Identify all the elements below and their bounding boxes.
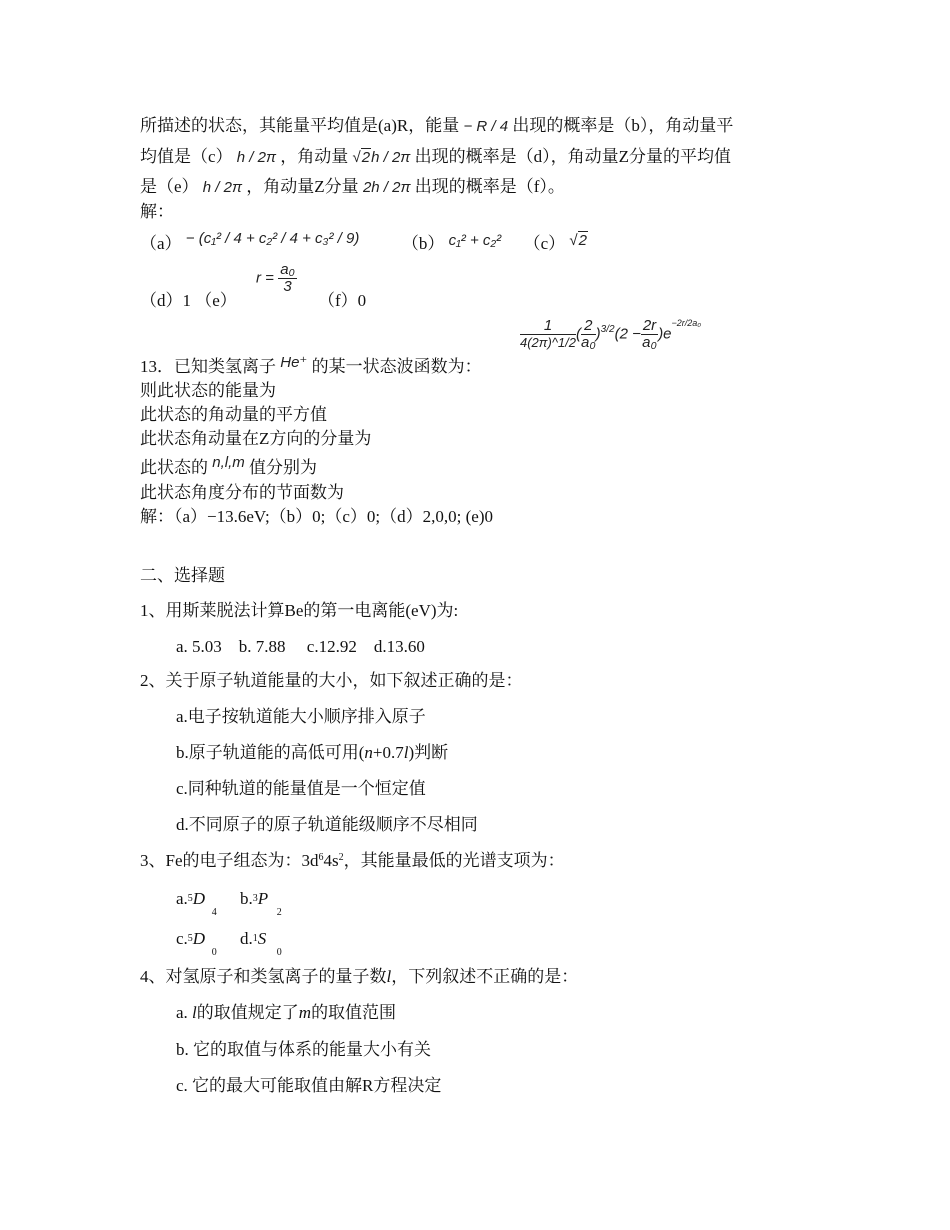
L-letter: P: [257, 889, 269, 908]
text: 3、Fe的电子组态为：3d: [140, 851, 319, 870]
var-l: l: [192, 1003, 197, 1022]
var-n: n: [364, 743, 373, 762]
text: 值分别为: [249, 458, 318, 477]
q2-option-d: d.不同原子的原子轨道能级顺序不尽相同: [176, 815, 478, 834]
math-sqrt2-h: √2h / 2π: [352, 149, 411, 166]
sqrt-arg: 2: [361, 149, 371, 166]
q3-options-row-2: [176, 928, 301, 958]
text: 的取值规定了: [196, 1003, 299, 1022]
sqrt-arg: 2: [578, 232, 587, 249]
math-h-over-2pi: h / 2π: [202, 179, 243, 196]
text: (2 −: [614, 325, 641, 343]
text: 13．已知类氢离子: [140, 357, 276, 376]
option-label: c.: [176, 929, 188, 948]
text: 是（e）: [140, 177, 199, 196]
q13-line-3: 此状态角动量在Z方向的分量为: [140, 429, 372, 448]
math-h-over-2pi: h / 2π: [236, 149, 277, 166]
fraction: [581, 318, 596, 351]
text: 出现的概率是（d），角动量Z分量的平均值: [414, 147, 732, 166]
q13-line-2: 此状态的角动量的平方值: [140, 405, 327, 424]
term-symbol: [252, 928, 301, 958]
text: （a）: [140, 234, 182, 253]
den: 4(2π)^1/2: [520, 335, 576, 350]
q13-stem: [140, 356, 482, 379]
q13-line-1: 则此状态的能量为: [140, 381, 276, 400]
math-answer-c: √2: [569, 232, 587, 249]
text: 出现的概率是（b），角动量平: [512, 116, 734, 135]
multiplicity: 5: [187, 893, 193, 904]
q12-answers-def: [140, 290, 237, 312]
q13-solution: 解：（a）−13.6eV;（b）0;（c）0;（d）2,0,0; (e)0: [140, 507, 493, 526]
text: ，角动量: [280, 147, 349, 166]
q3-stem: [140, 850, 565, 875]
paren: (: [576, 325, 581, 343]
math-2h-over-2pi: 2h / 2π: [362, 179, 411, 196]
answer-f: （f）0: [318, 291, 367, 310]
text: 的某一状态波函数为：: [311, 357, 482, 376]
math-answer-a: − (c₁² / 4 + c₂² / 4 + c₃² / 9): [185, 230, 360, 247]
J-value: 0: [211, 947, 217, 958]
math-answer-b: c₁² + c₂²: [448, 232, 502, 249]
superscript: 6: [318, 852, 324, 863]
J-value: 0: [276, 947, 282, 958]
multiplicity: 3: [252, 893, 258, 904]
text: 4s: [323, 851, 339, 870]
text: 4、对氢原子和类氢离子的量子数: [140, 967, 387, 986]
math-ion: He⁺: [280, 354, 308, 371]
term-symbol: [187, 888, 236, 918]
multiplicity: 1: [252, 933, 258, 944]
num: 1: [520, 318, 576, 335]
q4-option-b: b. 它的取值与体系的能量大小有关: [176, 1040, 431, 1059]
math-nlm: n,l,m: [212, 454, 245, 471]
q12-line-3: [140, 176, 565, 199]
option-label: b.: [240, 889, 253, 908]
superscript: 2: [338, 852, 344, 863]
exponent: 3/2: [600, 324, 615, 336]
text: ，其能量最低的光谱支项为：: [343, 851, 565, 870]
text: 所描述的状态，其能量平均值是(a)R，能量: [140, 116, 460, 135]
q4-option-c: c. 它的最大可能取值由解R方程决定: [176, 1076, 442, 1095]
math-answer-e: [256, 262, 297, 295]
term-symbol: [252, 888, 301, 918]
q2-option-a: a.电子按轨道能大小顺序排入原子: [176, 707, 426, 726]
text: )判断: [408, 743, 449, 762]
J-value: 2: [276, 907, 282, 918]
term-symbol: [187, 928, 236, 958]
section-title: 二、选择题: [140, 566, 225, 585]
option-label: a.: [176, 889, 188, 908]
text: （b）: [401, 234, 445, 253]
text: 此状态的: [140, 458, 208, 477]
fraction: [278, 262, 297, 295]
text: ，角动量Z分量: [246, 177, 359, 196]
text: r =: [256, 269, 274, 287]
option-label: d.: [240, 929, 253, 948]
q2-stem: 2、关于原子轨道能量的大小，如下叙述正确的是：: [140, 671, 523, 690]
text: a.: [176, 1003, 193, 1022]
math-energy: − R / 4: [463, 118, 509, 135]
den: 3: [283, 278, 292, 295]
q2-option-c: c.同种轨道的能量值是一个恒定值: [176, 779, 426, 798]
text: )e: [658, 325, 672, 343]
num: 2r: [642, 317, 657, 334]
wavefunction-formula: [520, 318, 701, 351]
text: b.原子轨道能的高低可用(: [176, 743, 365, 762]
text: （e）: [195, 291, 237, 310]
L-letter: D: [192, 889, 206, 908]
q4-option-a: [176, 1002, 396, 1024]
q12-answers-abc: [140, 230, 588, 256]
q13-line-4: [140, 454, 318, 480]
var-l: l: [403, 743, 409, 762]
q1-stem: 1、用斯莱脱法计算Be的第一电离能(eV)为:: [140, 601, 459, 620]
q2-option-b: [176, 742, 448, 764]
paren: ): [595, 325, 601, 343]
J-value: 4: [211, 907, 217, 918]
den: a₀: [581, 334, 596, 351]
q12-line-2: [140, 146, 731, 169]
text: 的取值范围: [311, 1003, 397, 1022]
text: 均值是（c）: [140, 147, 233, 166]
den: a₀: [642, 334, 657, 351]
math-tail: h / 2π: [371, 149, 411, 166]
var-m: m: [298, 1003, 312, 1022]
L-letter: D: [192, 929, 206, 948]
fraction: [520, 318, 576, 351]
L-letter: S: [257, 929, 267, 948]
solution-label: 解：: [140, 202, 174, 221]
num: a₀: [280, 261, 295, 278]
q3-options-row-1: [176, 888, 301, 918]
q1-options: a. 5.03 b. 7.88 c.12.92 d.13.60: [176, 637, 425, 656]
num: 2: [581, 318, 596, 335]
text: （c）: [523, 234, 566, 253]
fraction: [641, 318, 658, 351]
q12-line-1: [140, 115, 733, 138]
var-l: l: [386, 967, 392, 986]
text: ，下列叙述不正确的是：: [391, 967, 579, 986]
multiplicity: 5: [187, 933, 193, 944]
text: （d）1: [140, 291, 191, 310]
exponent: −2r/2a₀: [671, 318, 702, 329]
q4-stem: [140, 966, 578, 988]
q13-line-5: 此状态角度分布的节面数为: [140, 483, 344, 502]
text: 出现的概率是（f）。: [414, 177, 565, 196]
text: +0.7: [372, 743, 404, 762]
